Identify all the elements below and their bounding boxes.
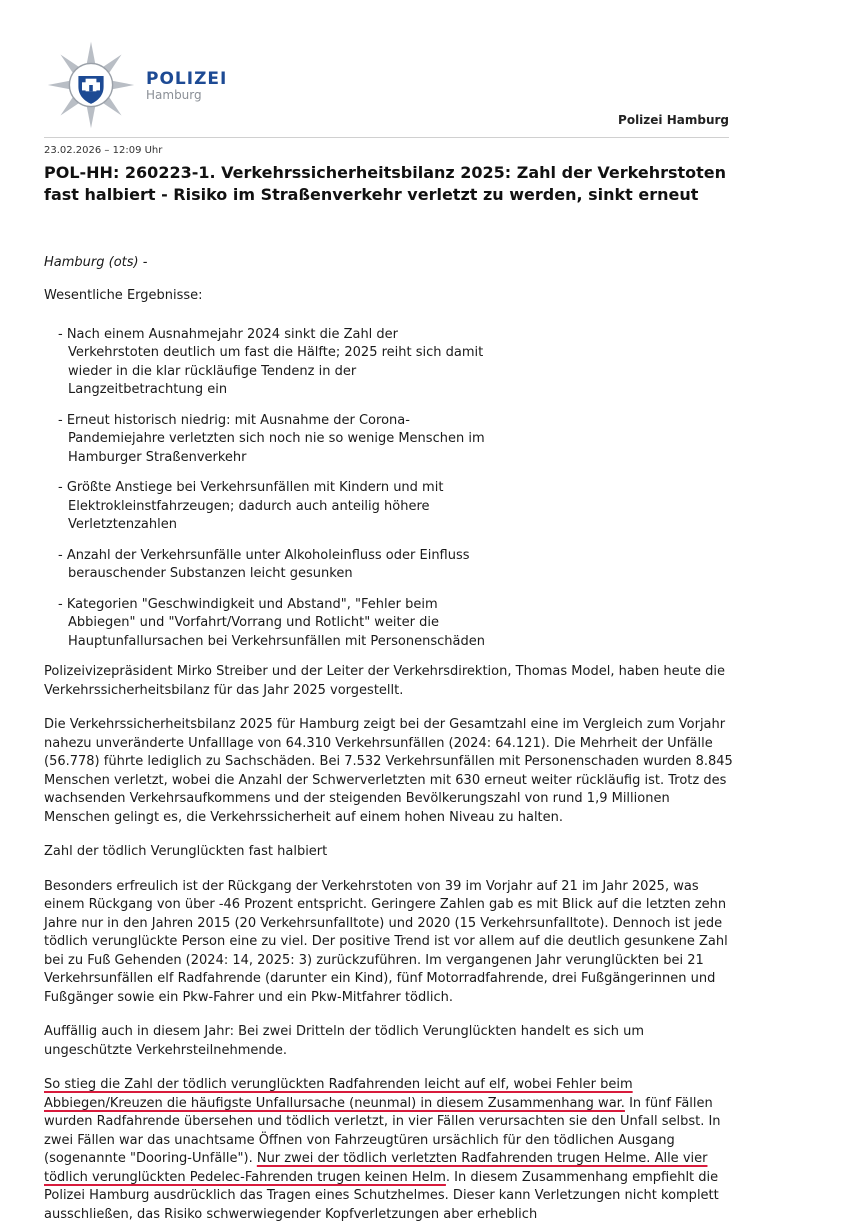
paragraph-presenters: Polizeivizepräsident Mirko Streiber und der Leiter der Verkehrsdirektion, Thomas Model, haben heute die Verkehrssicherheitsbilanz für das Jahr 2025 vorgestellt. [44,664,725,698]
findings-list [58,326,488,652]
paragraph-overview: Die Verkehrssicherheitsbilanz 2025 für Hamburg zeigt bei der Gesamtzahl eine im Vergleich zum Vorjahr nahezu unveränderte Unfalllage von 64.310 Verkehrsunfällen (2024: 64.121). Die Mehrheit der Unfälle (56.778) führte lediglich zu Sachschäden. Bei 7.532 Verkehrsunfällen mit Personenschaden wurden 8.845 Menschen verletzt, wobei die Anzahl der Schwerverletzten mit 630 erneut weiter rückläufig ist. Trotz des wachsenden Verkehrsaufkommens und der steigenden Bevölkerungszahl von rund 1,9 Millionen Menschen gelingt es, die Verkehrssicherheit auf einem hohen Niveau zu halten. [44,717,733,825]
list-item: - Nach einem Ausnahmejahr 2024 sinkt die Zahl der Verkehrstoten deutlich um fast die Hälfte; 2025 reiht sich damit wieder in die klar rückläufige Tendenz in der Langzeitbetrachtung ein [58,326,484,397]
publish-date: 23.02.2026 – 12:09 Uhr [44,145,163,156]
article-title: POL-HH: 260223-1. Verkehrssicherheitsbilanz 2025: Zahl der Verkehrstoten fast halbiert - Risiko im Straßenverkehr verletzt zu werden, sinkt erneut [44,163,727,204]
brand-name: POLIZEI [146,69,228,89]
dateline: Hamburg (ots) - [44,255,148,270]
highlighted-text: So stieg die Zahl der tödlich verunglückten Radfahrenden leicht auf elf, wobei Fehler beim Abbiegen/Kreuzen die häufigste Unfallursache (neunmal) in diesem Zusammenhang war. [44,1077,633,1111]
list-item: - Kategorien "Geschwindigkeit und Abstand", "Fehler beim Abbiegen" und "Vorfahrt/Vorrang und Rotlicht" weiter die Hauptunfallursachen bei Verkehrsunfällen mit Personenschäden [58,596,485,649]
brand-city: Hamburg [146,88,202,102]
paragraph-fatalities: Besonders erfreulich ist der Rückgang der Verkehrstoten von 39 im Vorjahr auf 21 im Jahr 2025, was einem Rückgang von über -46 Prozent entspricht. Geringere Zahlen gab es mit Blick auf die letzten zehn Jahre nur in den Jahren 2015 (20 Verkehrsunfalltote) und 2020 (15 Verkehrsunfalltote). Dennoch ist jede tödlich verunglückte Person eine zu viel. Der positive Trend ist vor allem auf die deutlich gesunkene Zahl bei zu Fuß Gehenden (2024: 14, 2025: 3) zurückzuführen. Im vergangenen Jahr verunglückten bei 21 Verkehrsunfällen elf Radfahrende (darunter ein Kind), fünf Motorradfahrende, drei Fußgängerinnen und Fußgänger sowie ein Pkw-Fahrer und ein Pkw-Mitfahrer tödlich. [44,878,728,1005]
paragraph-unprotected: Auffällig auch in diesem Jahr: Bei zwei Dritteln der tödlich Verunglückten handelt es sich um ungeschützte Verkehrsteilnehmende. [44,1024,645,1058]
publisher-link[interactable]: Polizei Hamburg [618,113,729,127]
paragraph-cyclists [44,1076,734,1224]
brand-logo-text [146,70,227,102]
list-item: - Anzahl der Verkehrsunfälle unter Alkoholeinfluss oder Einfluss berauschender Substanzen leicht gesunken [58,547,470,581]
highlighted-text: Nur zwei der tödlich verletzten Radfahrenden trugen Helme. Alle vier tödlich verunglückten Pedelec-Fahrenden trugen keinen Helm [44,1151,708,1185]
list-item: - Erneut historisch niedrig: mit Ausnahme der Corona-Pandemiejahre verletzten sich noch nie so wenige Menschen im Hamburger Straßenverkehr [58,412,485,465]
paragraph-text: In fünf Fällen wurden Radfahrende übersehen und tödlich verletzt, in vier Fällen verursachten sie den Unfall selbst. In zwei Fällen war das unachtsame Öffnen von Fahrzeugtüren ursächlich für den tödlichen Ausgang (sogenannte "Dooring-Unfälle"). [44,1095,721,1166]
section-subheading: Zahl der tödlich Verunglückten fast halbiert [44,844,328,859]
page-header [0,0,845,140]
list-item: - Größte Anstiege bei Verkehrsunfällen mit Kindern und mit Elektrokleinstfahrzeugen; dadurch auch anteilig höhere Verletztenzahlen [58,480,444,532]
article-body [44,144,734,1224]
findings-intro: Wesentliche Ergebnisse: [44,288,203,303]
paragraph-text: . In diesem Zusammenhang empfiehlt die Polizei Hamburg ausdrücklich das Tragen eines Schutzhelmes. Dieser kann Verletzungen nicht komplett ausschließen, das Risiko schwerwiegender Kopfverletzungen aber erheblich [44,1169,719,1222]
police-star-icon [46,40,136,130]
header-divider [44,137,729,138]
